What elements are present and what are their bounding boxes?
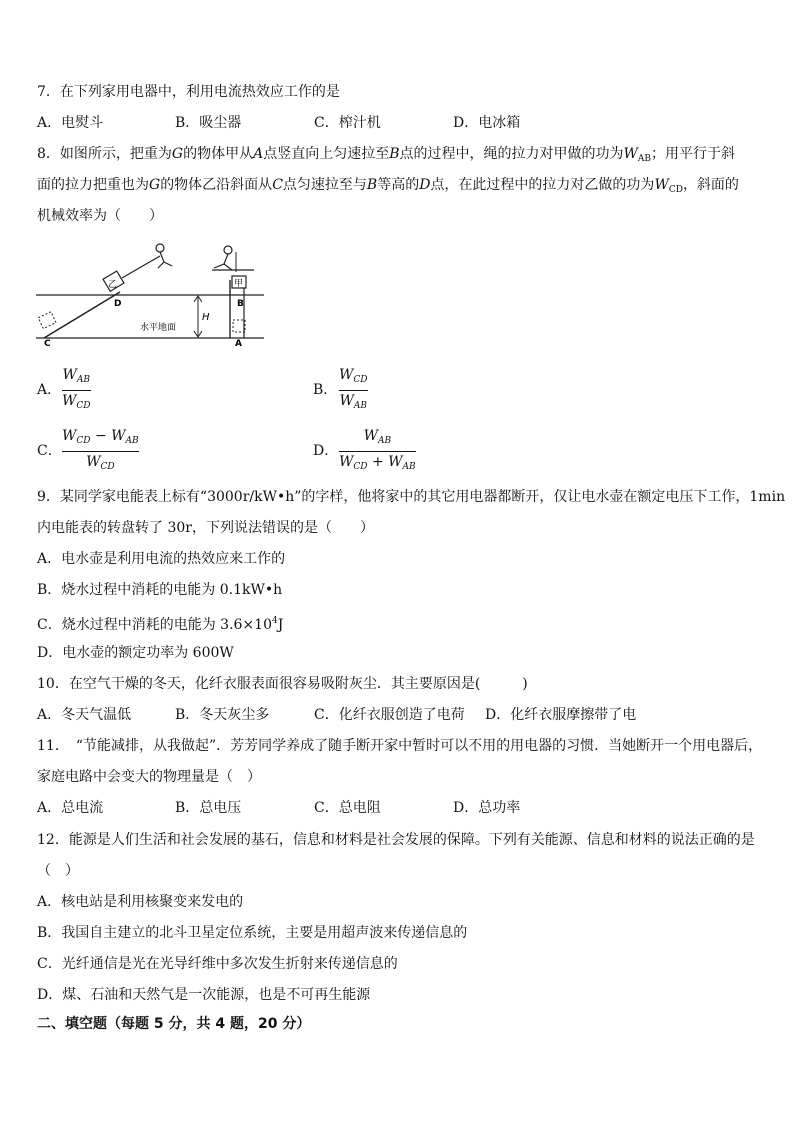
q7-option-b: B．吸尘器 xyxy=(175,115,242,131)
q9-option-c: C．烧水过程中消耗的电能为 $3.6\times 10^4J$ xyxy=(37,616,284,633)
q12-option-b: B．我国自主建立的北斗卫星定位系统，主要是用超声波来传递信息的 xyxy=(37,925,468,941)
q12-stem-line2: （ ） xyxy=(37,863,79,879)
figure-label-c: C xyxy=(44,339,51,348)
q11-option-c: C．总电阻 xyxy=(314,800,381,816)
section-2-title: 二、填空题（每题 5 分，共 4 题，20 分） xyxy=(37,1016,311,1032)
q8-stem-line3: 机械效率为（ ） xyxy=(37,208,163,224)
figure-label-h: H xyxy=(202,312,210,323)
q11-option-d: D．总功率 xyxy=(453,800,521,816)
q11-stem-line1: 11． “节能减排，从我做起”．芳芳同学养成了随手断开家中暂时可以不用的用电器的习惯．当她断开一个用电器后， xyxy=(37,738,763,754)
q8-stem-line1: 8．如图所示，把重为G的物体甲从A点竖直向上匀速拉至B点的过程中，绳的拉力对甲做的功为$W_{AB}$；用平行于斜 xyxy=(37,146,736,164)
q9-option-d: D．电水壶的额定功率为 600W xyxy=(37,645,234,661)
q9-stem-line2: 内电能表的转盘转了 30r，下列说法错误的是（ ） xyxy=(37,520,374,536)
q8-stem-line2: 面的拉力把重也为G的物体乙沿斜面从C点匀速拉至与B等高的D点，在此过程中的拉力对乙做的功为$W_{CD}$，斜面的 xyxy=(37,177,739,195)
q12-option-d: D．煤、石油和天然气是一次能源，也是不可再生能源 xyxy=(37,987,371,1003)
q7-option-a: A．电熨斗 xyxy=(37,115,104,131)
q7-option-c: C．榨汁机 xyxy=(314,115,381,131)
q8-incline-figure xyxy=(36,240,268,348)
figure-label-b: B xyxy=(237,299,244,309)
q10-option-a: A．冬天气温低 xyxy=(37,707,132,723)
figure-label-d: D xyxy=(114,299,122,309)
q11-stem-line2: 家庭电路中会变大的物理量是（ ） xyxy=(37,769,261,785)
q10-option-c: C．化纤衣服创造了电荷 xyxy=(314,707,465,723)
q7-option-d: D．电冰箱 xyxy=(453,115,521,131)
figure-label-a: A xyxy=(235,339,242,348)
q11-option-b: B．总电压 xyxy=(175,800,242,816)
q12-option-a: A．核电站是利用核聚变来发电的 xyxy=(37,894,244,910)
q7-stem: 7．在下列家用电器中，利用电流热效应工作的是 xyxy=(37,84,340,100)
q11-options xyxy=(37,798,767,818)
q9-stem-line1: 9．某同学家电能表上标有“3000r/kW•h”的字样，他将家中的其它用电器都断开，仅让电水壶在额定电压下工作，1min xyxy=(37,489,786,505)
q7-options xyxy=(37,113,767,133)
q10-options xyxy=(37,705,767,725)
q11-option-a: A．总电流 xyxy=(37,800,104,816)
figure-label-ground: 水平地面 xyxy=(140,323,177,333)
q9-option-b: B．烧水过程中消耗的电能为 0.1kW•h xyxy=(37,582,283,598)
figure-label-jia: 甲 xyxy=(234,279,244,289)
q10-option-d: D．化纤衣服摩擦带了电 xyxy=(485,707,637,723)
q10-option-b: B．冬天灰尘多 xyxy=(175,707,270,723)
q10-stem: 10．在空气干燥的冬天，化纤衣服表面很容易吸附灰尘．其主要原因是( ) xyxy=(37,676,528,692)
q12-stem-line1: 12．能源是人们生活和社会发展的基石，信息和材料是社会发展的保障。下列有关能源、信息和材料的说法正确的是 xyxy=(37,832,755,848)
exam-page: 7．在下列家用电器中，利用电流热效应工作的是 A．电熨斗 B．吸尘器 C．榨汁机 D．电冰箱 8．如图所示，把重为G的物体甲从A点竖直向上匀速拉至B点的过程中，绳的拉力对甲做的功为$W_{AB}$；用平行于斜 面的拉力把重也为G的物体乙沿斜面从C点匀速拉至与B等高的D点，在此过程中的拉力对乙做的功为$W_{CD}$，斜面的 机械效率为（ ） 乙 甲 H D B C A 水平地面 A． $W_{AB}$ $W_{CD}$ B． $W_{CD}$ $W_{AB}$ C． $W_{CD} - W_{AB}$ $W_{CD}$ D． $W_{AB}$ $W_{CD} + W_{AB}$ 9．某同学家电能表上标有“3000r/kW•h”的字样，他将家中的其它用电器都断开，仅让电水壶在额定电压下工作，1min 内电能表的转盘转了 30r，下列说法错误的是（ ） A．电水壶是利用电流的热效应来工作的 B．烧水过程中消耗的电能为 0.1kW•h C．烧水过程中消耗的电能为 $3.6\times 10^4J$ D．电水壶的额定功率为 600W 10．在空气干燥的冬天，化纤衣服表面很容易吸附灰尘．其主要原因是( ) A．冬天气温低 B．冬天灰尘多 C．化纤衣服创造了电荷 D．化纤衣服摩擦带了电 11． “节能减排，从我做起”．芳芳同学养成了随手断开家中暂时可以不用的用电器的习惯．当她断开一个用电器后， 家庭电路中会变大的物理量是（ ） A．总电流 B．总电压 C．总电阻 D．总功率 12．能源是人们生活和社会发展的基石，信息和材料是社会发展的保障。下列有关能源、信息和材料的说法正确的是 （ ） A．核电站是利用核聚变来发电的 B．我国自主建立的北斗卫星定位系统，主要是用超声波来传递信息的 C．光纤通信是光在光导纤维中多次发生折射来传递信息的 D．煤、石油和天然气是一次能源，也是不可再生能源 二、填空题（每题 5 分，共 4 题，20 分） xyxy=(37,84,786,1032)
figure-label-yi: 乙 xyxy=(108,280,118,290)
q12-option-c: C．光纤通信是光在光导纤维中多次发生折射来传递信息的 xyxy=(37,956,398,972)
q9-option-a: A．电水壶是利用电流的热效应来工作的 xyxy=(37,551,286,567)
